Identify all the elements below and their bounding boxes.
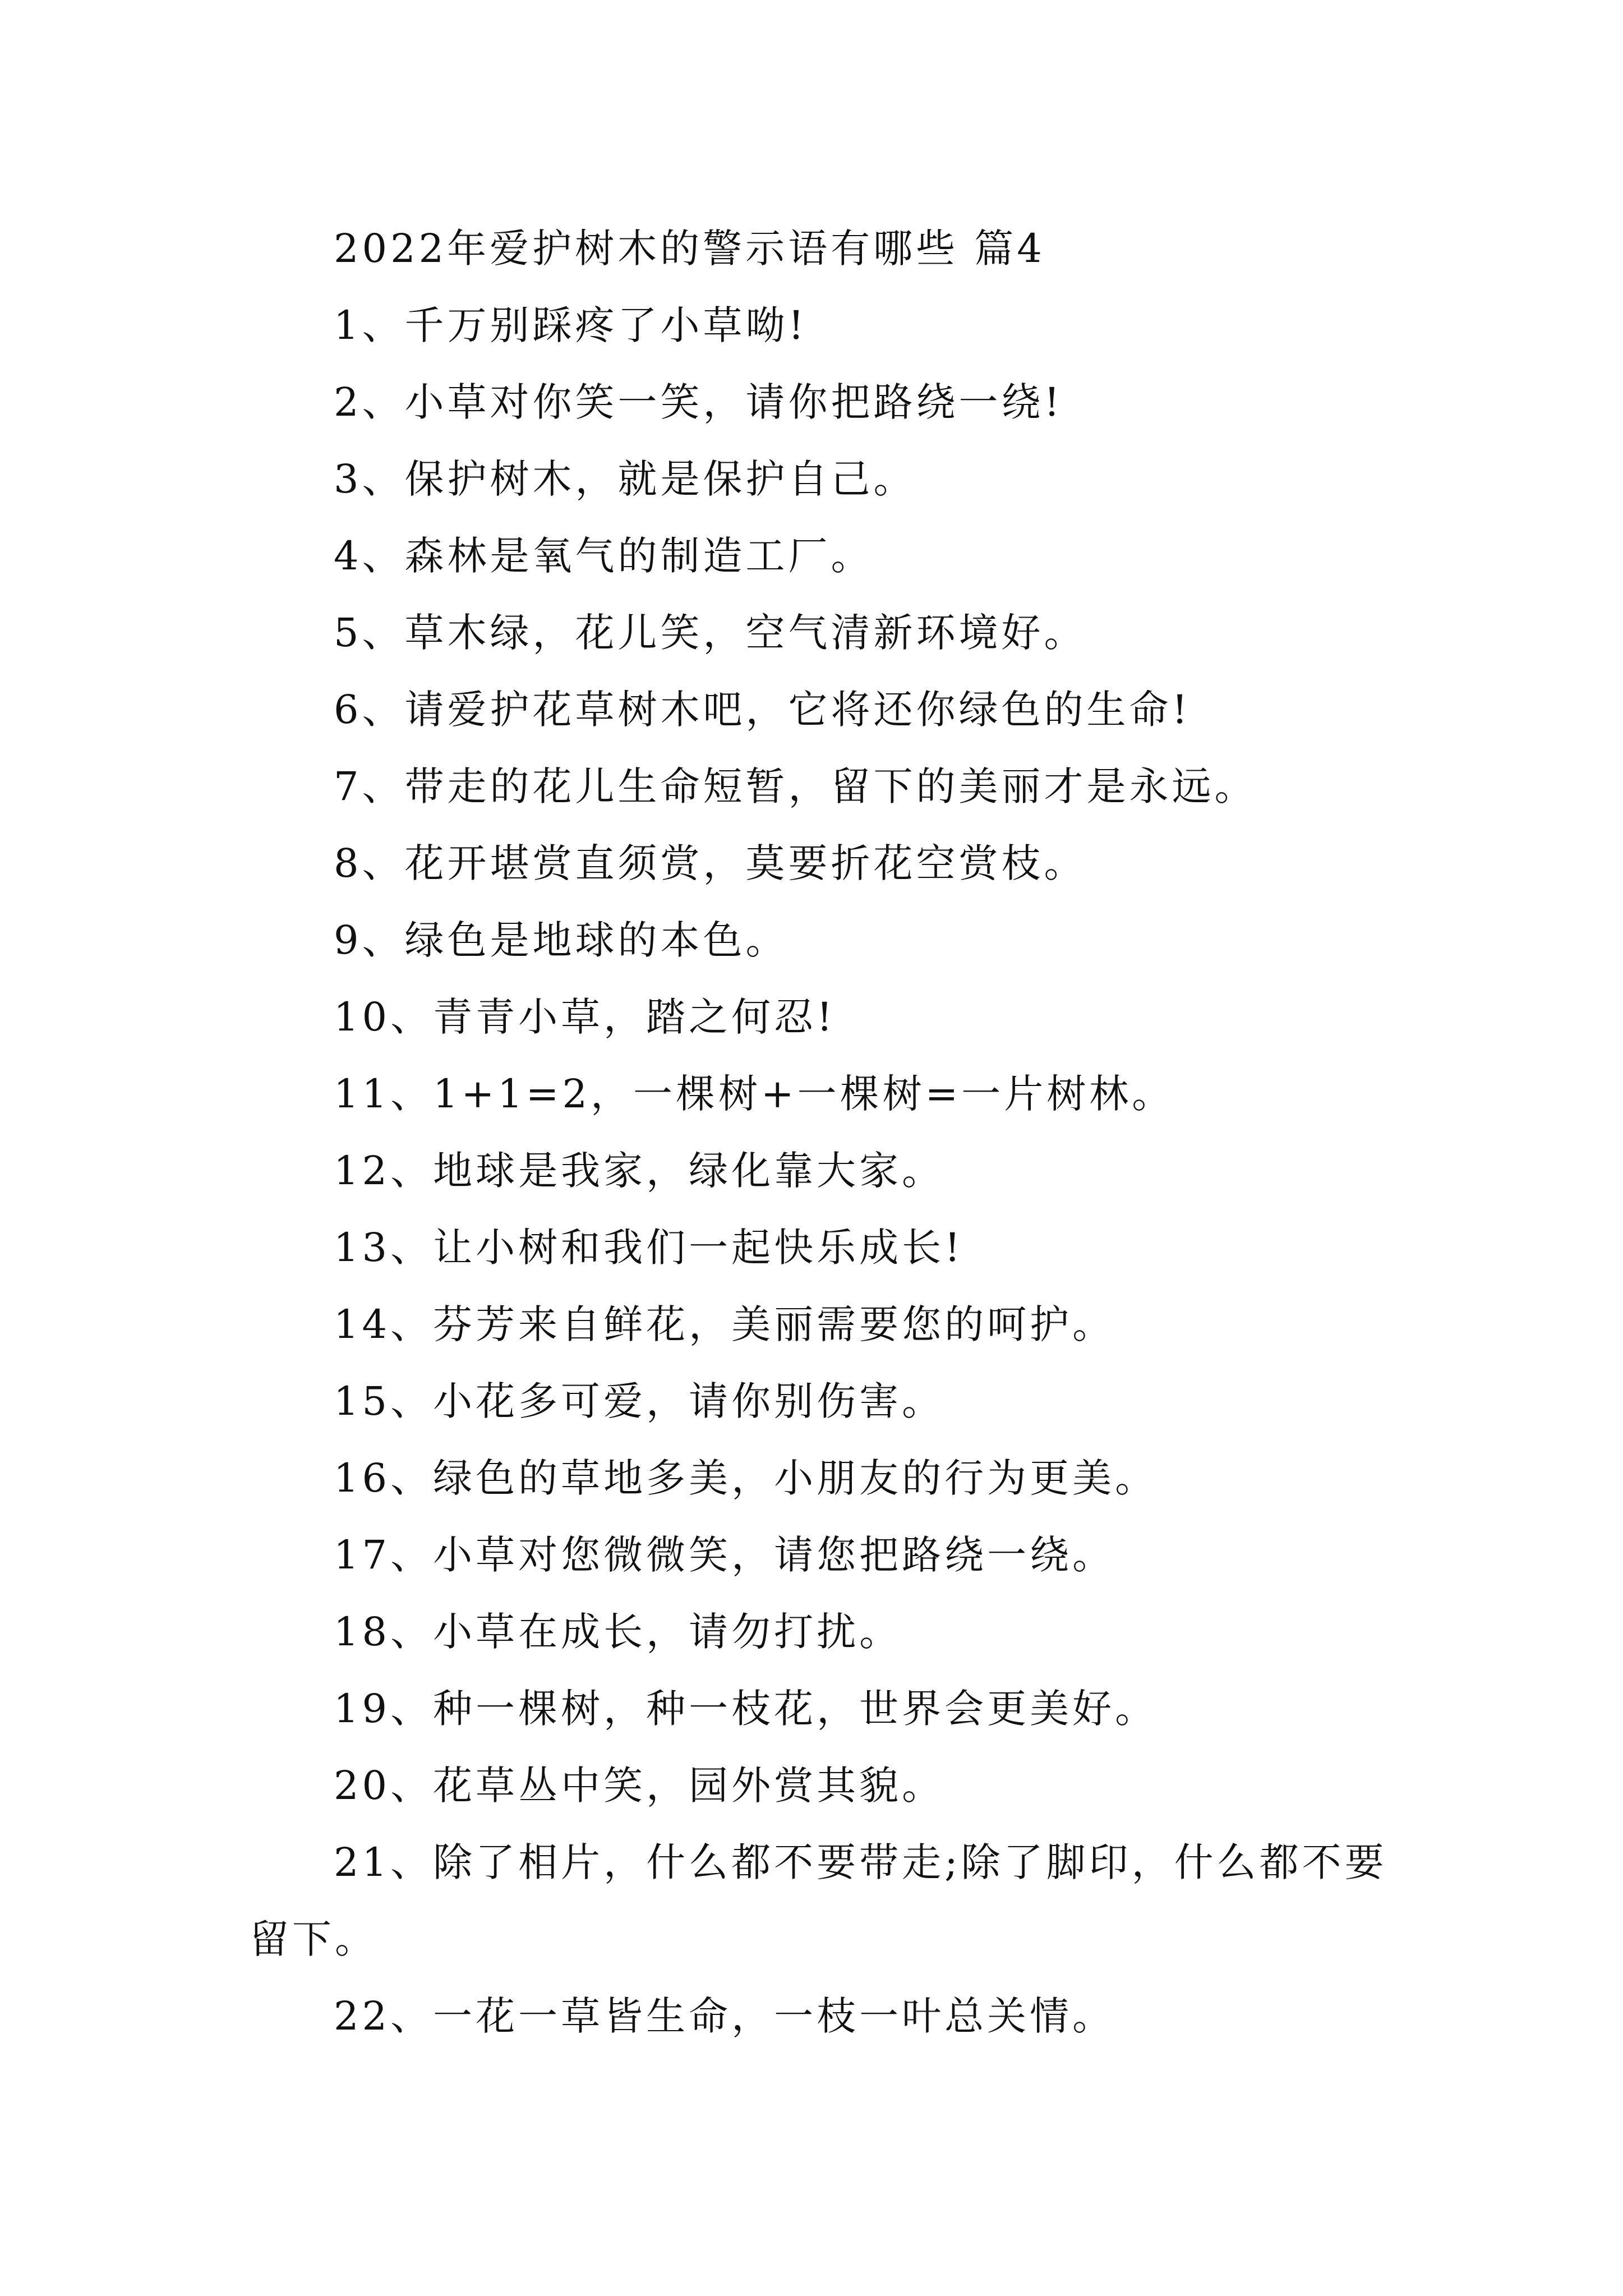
list-item: 18、小草在成长，请勿打扰。 — [334, 1609, 902, 1655]
list-item: 1、千万别踩疼了小草呦! — [334, 302, 808, 348]
list-item: 16、绿色的草地多美，小朋友的行为更美。 — [334, 1455, 1158, 1501]
list-item: 2、小草对你笑一笑，请你把路绕一绕! — [334, 379, 1063, 425]
list-item: 8、花开堪赏直须赏，莫要折花空赏枝。 — [334, 840, 1087, 886]
list-item: 4、森林是氧气的制造工厂。 — [334, 533, 874, 579]
list-item: 20、花草丛中笑，园外赏其貌。 — [334, 1763, 945, 1809]
list-item: 11、1+1=2，一棵树+一棵树=一片树林。 — [334, 1071, 1175, 1117]
list-item: 3、保护树木，就是保护自己。 — [334, 456, 916, 502]
list-item: 6、请爱护花草树木吧，它将还你绿色的生命! — [334, 687, 1191, 733]
list-item: 21、除了相片，什么都不要带走;除了脚印，什么都不要留下。 — [250, 1839, 1387, 1962]
list-item: 13、让小树和我们一起快乐成长! — [334, 1225, 964, 1271]
list-item: 7、带走的花儿生命短暂，留下的美丽才是永远。 — [334, 763, 1257, 809]
list-item: 10、青青小草，踏之何忍! — [334, 994, 836, 1040]
list-item: 14、芬芳来自鲜花，美丽需要您的呵护。 — [334, 1301, 1115, 1347]
document-title: 2022年爱护树木的警示语有哪些 篇4 — [334, 226, 1045, 272]
list-item: 15、小花多可爱，请你别伤害。 — [334, 1378, 945, 1424]
list-item: 9、绿色是地球的本色。 — [334, 917, 789, 963]
list-item: 22、一花一草皆生命，一枝一叶总关情。 — [334, 1993, 1115, 2039]
list-item: 12、地球是我家，绿化靠大家。 — [334, 1148, 945, 1194]
list-item: 19、种一棵树，种一枝花，世界会更美好。 — [334, 1686, 1158, 1732]
document-body — [250, 210, 1391, 2055]
list-item: 17、小草对您微微笑，请您把路绕一绕。 — [334, 1532, 1115, 1578]
list-item: 5、草木绿，花儿笑，空气清新环境好。 — [334, 610, 1087, 656]
